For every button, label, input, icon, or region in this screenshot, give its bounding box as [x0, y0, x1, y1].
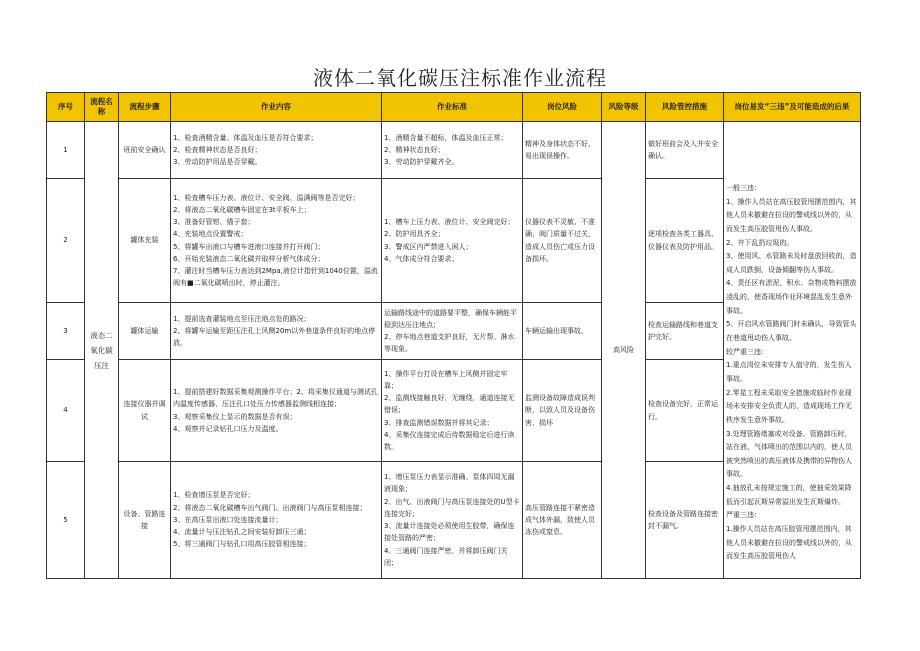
- content-cell: [171, 462, 382, 579]
- standard-line: 1、槽车上压力表、液位计、安全阀完好；: [384, 218, 515, 226]
- standard-cell: [382, 462, 523, 579]
- content-line: 2、检查精神状态是否良好；: [173, 145, 262, 154]
- consequence-line: 3、使用风、水管路未及时盘放回收的，造成人员跌倒，设备倾翻等伤人事故。: [726, 252, 857, 274]
- standard-cell: [382, 122, 523, 179]
- content-line: 5、将三通阀门与钻孔口用高压胶管相连接；: [173, 540, 311, 549]
- consequence-line: 2.零星工程未采取安全措施或临时作业现场未安排安全负责人的，造成现场工作无秩序发生意外事故。: [726, 388, 852, 424]
- seq-cell: 3: [47, 303, 85, 360]
- risk-level-cell: 高风险: [602, 122, 646, 579]
- consequence-line: 严重三违：: [726, 511, 761, 520]
- content-line: 2、将液态二氧化碳槽车出气阀门、出液阀门与高压泵相连接；: [173, 503, 367, 512]
- risk-cell: 精神及身体状态不好，易出现误操作。: [523, 122, 602, 179]
- content-line: 3、在高压泵出液口处连接流量计；: [173, 515, 283, 524]
- standard-line: 4、采集仪连接完成后待数据稳定后进行读数。: [384, 430, 515, 452]
- content-line: 3、劳动防护用品是否穿戴。: [173, 158, 262, 167]
- consequence-line: 4.抽放孔未按规定施工的，使抽采效果降低而引起瓦斯异常溢出发生瓦斯爆炸。: [726, 484, 852, 506]
- header-seq: 序号: [47, 93, 85, 122]
- standard-line: 4、三通阀门连接严密、并将卸压阀门关闭；: [384, 546, 508, 567]
- risk-cell: 高压管路连接不紧密造成气体外漏，致使人员冻伤或窒息。: [523, 462, 602, 579]
- seq-cell: 2: [47, 179, 85, 303]
- standard-line: 1、增压泵压力表显示准确、泵体四周无漏液现象；: [384, 473, 515, 494]
- page-title: 液体二氧化碳压注标准作业流程: [313, 66, 607, 90]
- header-control: 风险管控措施: [646, 93, 724, 122]
- risk-cell: 车辆运输出现事故。: [523, 303, 602, 360]
- content-line: 2、将罐车运输至距压注孔上风侧20m以外巷道条件良好的地点停放。: [173, 326, 376, 348]
- standard-line: 2、防护用具齐全；: [384, 230, 445, 239]
- content-line: 1、检查酒精含量、体温及血压是否符合要求；: [173, 133, 318, 142]
- standard-line: 3、流量计连接处必须使用生胶带，确保连接处管路的严密；: [384, 522, 515, 543]
- content-line: 4、流量计与压注钻孔之间安装好卸压三通；: [173, 528, 311, 537]
- content-cell: [171, 303, 382, 360]
- standard-cell: [382, 303, 523, 360]
- content-line: 4、充装地点设置警戒；: [173, 230, 248, 239]
- standard-line: 4、气体成分符合要求；: [384, 254, 459, 263]
- standard-line: 3、排查监测错误数据并将其记录；: [384, 418, 494, 427]
- content-line: 5、将罐车出液口与槽车进液口连接并打开阀门；: [173, 242, 325, 251]
- standard-cell: [382, 360, 523, 462]
- header-flow-name: 流程名称: [85, 93, 119, 122]
- content-line: 1、检查增压泵是否完好；: [173, 491, 255, 500]
- step-cell: 设备、管路连接: [119, 462, 171, 579]
- process-table: [46, 92, 861, 579]
- control-cell: 检查运输路线和巷道支护完好。: [646, 303, 724, 360]
- standard-line: 2、停车地点巷道支护良好，无片帮、淋水等现象。: [384, 333, 515, 354]
- content-line: 2、将液态二氧化碳槽车固定在3t平板车上；: [173, 205, 311, 214]
- consequence-line: 1.重点岗位未安排专人值守的，发生伤人事故。: [726, 361, 852, 383]
- standard-line: 2、监测线接触良好，无缠绕，通道连接无错误；: [384, 394, 515, 415]
- consequence-line: 较严重三违：: [726, 347, 768, 356]
- standard-line: 3、警戒区内严禁进入闲人；: [384, 242, 473, 251]
- consequence-line: 3.处理管路堵塞或对设备、管路卸压时，站在液、气体喷出的范围以内的，使人员被突然喷出的高压液体及携带的异物伤人事故。: [726, 429, 852, 479]
- content-line: 3、准备好管钳、锚子套；: [173, 218, 255, 226]
- control-cell: 检查设备完好，正常运行。: [646, 360, 724, 462]
- control-cell: 逐项检查各类工器具、仪器仪表及防护用品。: [646, 179, 724, 303]
- step-cell: 罐体充装: [119, 179, 171, 303]
- content-line: 1、检查槽车压力表、液位计、安全阀、溢满阀等是否完好；: [173, 193, 360, 202]
- content-line: 3、观察采集仪上显示的数据是否有误；: [173, 412, 297, 421]
- standard-line: 运输路线途中的道路要平整，确保车辆能平稳到达压注地点；: [384, 308, 517, 329]
- content-line: 6、开始充装液态二氧化碳并取样分析气体成分；: [173, 254, 325, 263]
- header-risk: 岗位风险: [523, 93, 602, 122]
- standard-line: 1、酒精含量不超标，体温及血压正常；: [384, 133, 508, 142]
- consequence-line: 一般三违：: [726, 184, 761, 192]
- step-cell: 班前安全确认: [119, 122, 171, 179]
- content-cell: [171, 360, 382, 462]
- standard-line: 2、出气、出液阀门与高压泵连接处的U型卡连接完好；: [384, 497, 520, 518]
- seq-cell: 4: [47, 360, 85, 462]
- risk-cell: 监测设备故障造成误判断，以致人员及设备伤害、损坏: [523, 360, 602, 462]
- seq-cell: 1: [47, 122, 85, 179]
- content-line: 4、观察并记录钻孔口压力及温度。: [173, 424, 283, 433]
- control-cell: 做好班前会及入井安全确认。: [646, 122, 724, 179]
- table-header-row: [47, 93, 861, 122]
- content-line: 1、提前搭建好数据采集观测操作平台；2、将采集仪通道与测试孔内温度传感器、压注孔口处压力传感器监测线相连接；: [173, 388, 378, 409]
- content-line: 1、提前选查灌装地点至压注地点处的路况；: [173, 314, 311, 323]
- standard-line: 2、精神状态良好；: [384, 145, 445, 154]
- header-risk-level: 风险等级: [602, 93, 646, 122]
- seq-cell: 5: [47, 462, 85, 579]
- risk-cell: 仪器仪表不灵敏、不准确，阀门质量不过关，造成人员伤亡或压力设备损坏。: [523, 179, 602, 303]
- content-cell: [171, 179, 382, 303]
- table-row: [47, 122, 861, 179]
- consequence-line: 4、责任区有淤泥、积水、杂物或物料摆放凌乱的，使香现场作业环境混乱发生意外事故。: [726, 279, 857, 315]
- header-consequence: 岗位易发“三违”及可能造成的后果: [724, 93, 861, 122]
- standard-line: 3、劳动防护穿戴齐全。: [384, 158, 459, 167]
- content-line: 7、灌注时当槽车压力表达到2Mpa,液位计指针到1040位置，溢流阀有■二氧化碳喷出时，停止灌注。: [173, 267, 378, 288]
- flow-name-cell: 液态二氧化碳压注: [85, 122, 119, 579]
- header-step: 流程步骤: [119, 93, 171, 122]
- consequence-line: 2、井下乱扔垃圾的。: [726, 238, 794, 247]
- control-cell: 检查设备及管路连接密封不漏气。: [646, 462, 724, 579]
- consequence-line: 1、操作人员站在高压胶管甩摆范围内，其他人员未撤避在拉设的警戒线以外的，从而发生高压胶管甩伤人事故。: [726, 197, 857, 233]
- consequence-line: 5、开启风水管路阀门时未确认，导致管头在巷道甩动伤人事故。: [726, 320, 857, 343]
- standard-line: 1、操作平台打设在槽车上风侧并固定牢靠；: [384, 369, 508, 390]
- header-standard: 作业标准: [382, 93, 523, 122]
- consequence-line: 1.操作人员站在高压胶管甩摆范围内，其他人员未撤避在拉设的警戒线以外的，从而发生高压胶管甩伤人: [726, 525, 852, 561]
- content-cell: [171, 122, 382, 179]
- step-cell: 连接仪器并调试: [119, 360, 171, 462]
- step-cell: 罐体运输: [119, 303, 171, 360]
- consequence-cell: [724, 122, 861, 579]
- standard-cell: [382, 179, 523, 303]
- header-content: 作业内容: [171, 93, 382, 122]
